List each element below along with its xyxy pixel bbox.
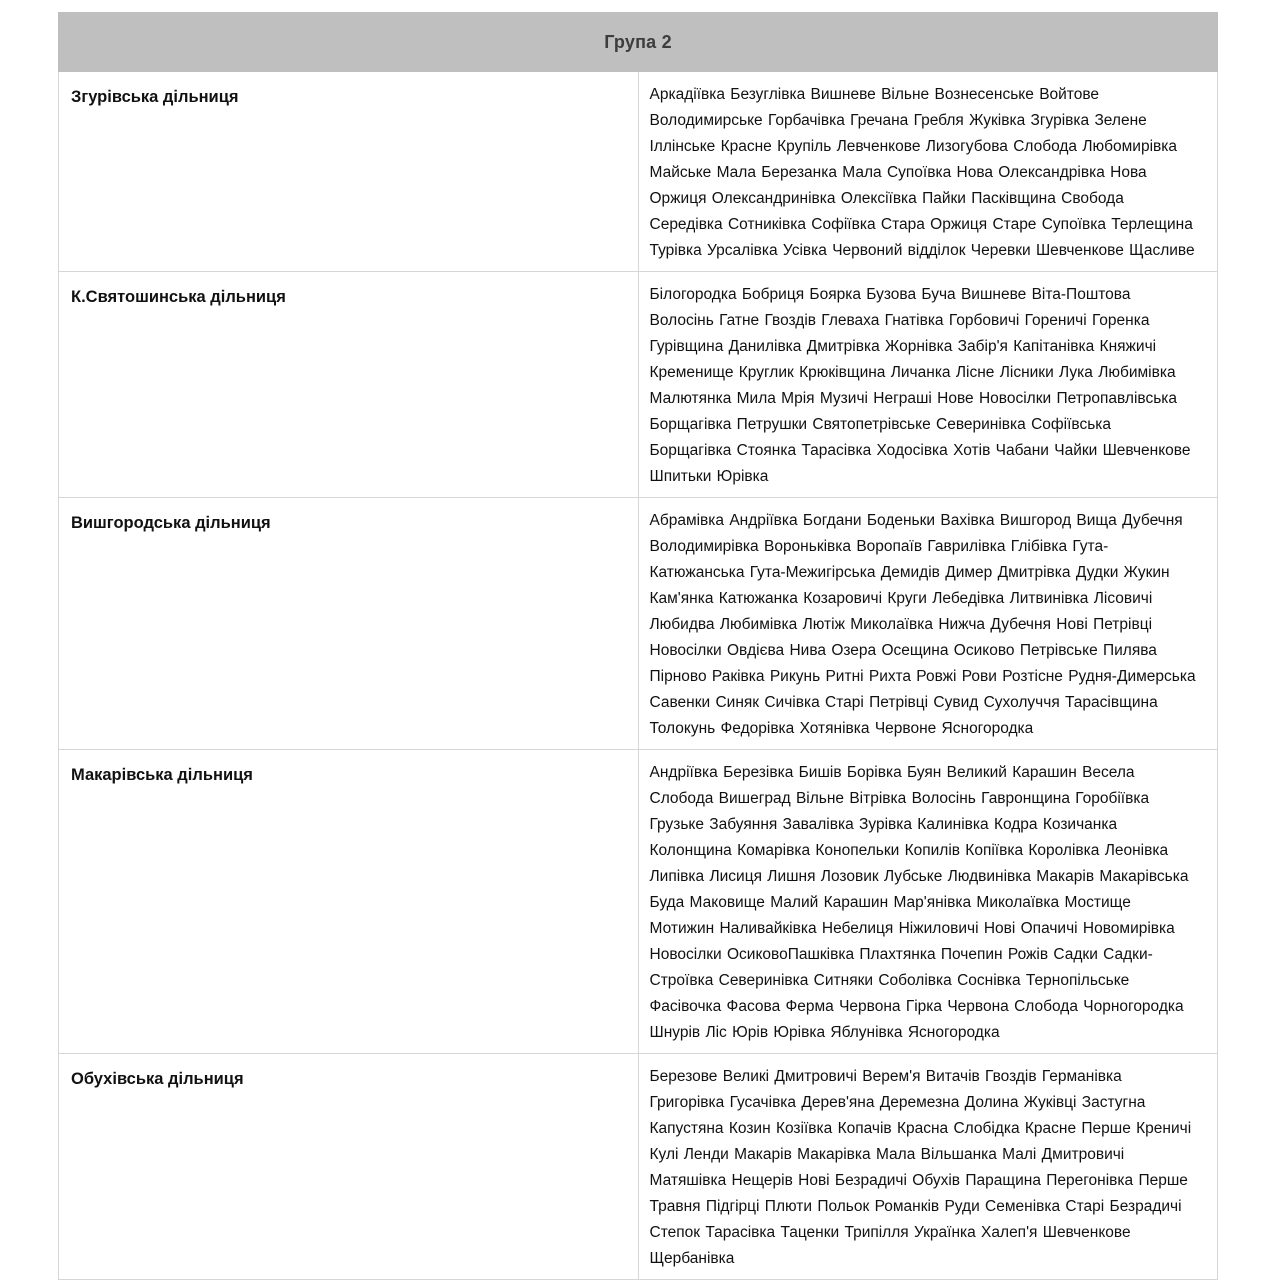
settlements-list: Аркадіївка Безуглівка Вишневе Вільне Вознесенське Войтове Володимирське Горбачівка Гречана Гребля Жуківка Згурівка Зелене Іллінське Красне Крупіль Левченкове Лизогубова Слобода Любомирівка Майське Мала Березанка Мала Супоївка Нова Олександрівка Нова Оржиця Олександринівка Олексіївка Пайки Пасківщина Свобода Середівка Сотниківка Софіївка Стара Оржиця Старе Супоївка Терлещина Турівка Урсалівка Усівка Червоний відділок Черевки Шевченкове Щасливе [638,72,1218,272]
district-name: Обухівська дільниця [59,1054,639,1280]
table-row [59,498,1218,750]
table-row [59,750,1218,1054]
table-header-row [59,13,1218,72]
settlements-list: Білогородка Бобриця Боярка Бузова Буча Вишневе Віта-Поштова Волосінь Гатне Гвоздів Глеваха Гнатівка Горбовичі Гореничі Горенка Гурівщина Данилівка Дмитрівка Жорнівка Забір'я Капітанівка Княжичі Кременище Круглик Крюківщина Личанка Лісне Лісники Лука Любимівка Малютянка Мила Мрія Музичі Неграші Нове Новосілки Петропавлівська Борщагівка Петрушки Святопетрівське Северинівка Софіївська Борщагівка Стоянка Тарасівка Ходосівка Хотів Чабани Чайки Шевченкове Шпитьки Юрівка [638,272,1218,498]
district-name: Згурівська дільниця [59,72,639,272]
table-title: Група 2 [59,13,1218,72]
table-row [59,272,1218,498]
district-name: Вишгородська дільниця [59,498,639,750]
group-table [58,12,1218,1280]
district-name: К.Святошинська дільниця [59,272,639,498]
settlements-list: Березове Великі Дмитровичі Верем'я Витачів Гвоздів Германівка Григорівка Гусачівка Дерев'яна Деремезна Долина Жуківці Застугна Капустяна Козин Козіївка Копачів Красна Слобідка Красне Перше Креничі Кулі Ленди Макарів Макарівка Мала Вільшанка Малі Дмитровичі Матяшівка Нещерів Нові Безрадичі Обухів Паращина Перегонівка Перше Травня Підгірці Плюти Польок Романків Руди Семенівка Старі Безрадичі Степок Тарасівка Таценки Трипілля Українка Халеп'я Шевченкове Щербанівка [638,1054,1218,1280]
settlements-list: Андріївка Березівка Бишів Борівка Буян Великий Карашин Весела Слобода Вишеград Вільне Вітрівка Волосінь Гавронщина Горобіївка Грузьке Забуяння Завалівка Зурівка Калинівка Кодра Козичанка Колонщина Комарівка Конопельки Копилів Копіївка Королівка Леонівка Липівка Лисиця Лишня Лозовик Лубське Людвинівка Макарів Макарівська Буда Маковище Малий Карашин Мар'янівка Миколаївка Мостище Мотижин Наливайківка Небелиця Ніжиловичі Нові Опачичі Новомирівка Новосілки ОсиковоПашківка Плахтянка Почепин Рожів Садки Садки-Строївка Северинівка Ситняки Соболівка Соснівка Тернопільське Фасівочка Фасова Ферма Червона Гірка Червона Слобода Чорногородка Шнурів Ліс Юрів Юрівка Яблунівка Ясногородка [638,750,1218,1054]
district-name: Макарівська дільниця [59,750,639,1054]
settlements-list: Абрамівка Андріївка Богдани Боденьки Вахівка Вишгород Вища Дубечня Володимирівка Вороньківка Воропаїв Гаврилівка Глібівка Гута-Катюжанська Гута-Межигірська Демидів Димер Дмитрівка Дудки Жукин Кам'янка Катюжанка Козаровичі Круги Лебедівка Литвинівка Лісовичі Любидва Любимівка Лютіж Миколаївка Нижча Дубечня Нові Петрівці Новосілки Овдієва Нива Озера Осещина Осиково Петрівське Пилява Пірново Раківка Рикунь Ритні Рихта Ровжі Рови Розтісне Рудня-Димерська Савенки Синяк Сичівка Старі Петрівці Сувид Сухолуччя Тарасівщина Толокунь Федорівка Хотянівка Червоне Ясногородка [638,498,1218,750]
table-row [59,72,1218,272]
table-row [59,1054,1218,1280]
